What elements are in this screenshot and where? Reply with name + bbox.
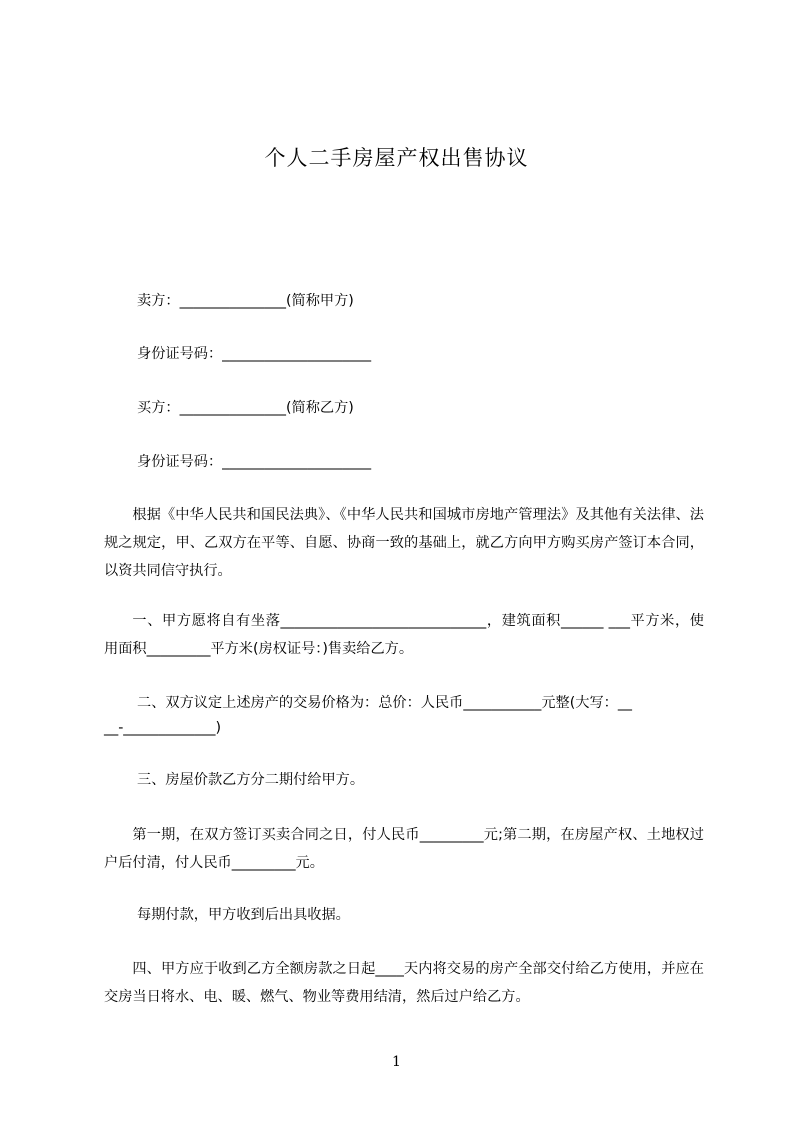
buyer-id-line: 身份证号码：_____________________ [137, 454, 372, 470]
clause-4-paragraph: 四、甲方应于收到乙方全额房款之日起____天内将交易的房产全部交付给乙方使用，并应在交房当日将水、电、暖、燃气、物业等费用结清，然后过户给乙方。 [104, 961, 704, 1005]
seller-id-line: 身份证号码：_____________________ [137, 346, 372, 362]
clause-2-line-2: __-_____________) [104, 720, 222, 736]
clause-3-heading: 三、房屋价款乙方分二期付给甲方。 [137, 772, 365, 788]
clause-3-detail: 第一期，在双方签订买卖合同之日，付人民币_________元;第二期，在房屋产权、土地权过户后付清，付人民币_________元。 [104, 827, 704, 871]
clause-3-receipt: 每期付款，甲方收到后出具收据。 [137, 907, 350, 923]
buyer-line: 买方：_______________(简称乙方) [137, 400, 354, 416]
preamble-paragraph: 根据《中华人民共和国民法典》、《中华人民共和国城市房地产管理法》及其他有关法律、法规之规定，甲、乙双方在平等、自愿、协商一致的基础上，就乙方向甲方购买房产签订本合同，以资共同信守执行。 [104, 507, 704, 579]
document-title: 个人二手房屋产权出售协议 [264, 146, 529, 170]
seller-line: 卖方：_______________(简称甲方) [137, 293, 354, 309]
clause-2-line-1: 二、双方议定上述房产的交易价格为：总价：人民币___________元整(大写：__ [137, 695, 633, 711]
page-number: 1 [392, 1054, 401, 1070]
clause-1-paragraph: 一、甲方愿将自有坐落_____________________________，建筑面积______ ___平方米，使用面积_________平方米(房权证号：)售卖给乙方。 [104, 613, 704, 657]
